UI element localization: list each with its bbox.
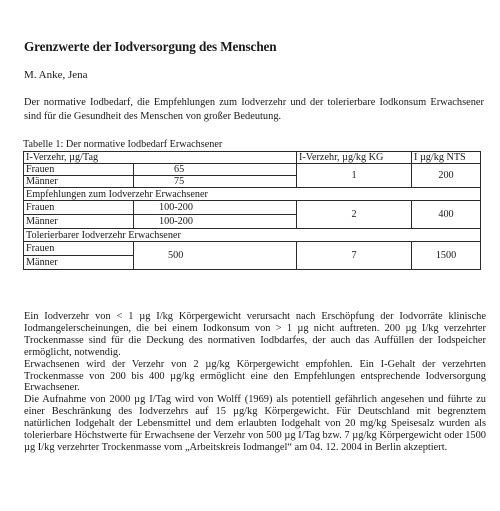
nts-value-cell: 1500 <box>412 242 481 270</box>
section-heading-row <box>24 229 481 242</box>
kg-value-cell: 7 <box>297 242 412 270</box>
row-label-women: Frauen <box>24 164 134 176</box>
paragraph-deficiency: Ein Iodverzehr von < 1 µg I/kg Körpergewicht verursacht nach Erschöpfung der Iodvorräte klinische Iodmangelerscheinungen, die bei einem Iodkonsum von > 1 µg nicht auftreten. 200 µg I/kg verzehrter Trockenmasse sind für die Deckung des normativen Iodbdarfes, der auch das Auffüllen der Iodspeicher ermöglicht, notwendig. <box>24 311 486 358</box>
table-header-row <box>24 152 481 164</box>
row-label-men: Männer <box>24 215 134 229</box>
header-cell-intake-day: I-Verzehr, µg/Tag <box>24 152 297 164</box>
row-label-men: Männer <box>24 256 134 270</box>
paragraph-tolerable-limit: Die Aufnahme von 2000 µg I/Tag wird von Wolff (1969) als potentiell gefährlich angesehen und führte zu einer Beschränkung des Iodverzehrs auf 15 µg/kg Körpergewicht. Für Deutschland mit begrenztem natürlichen Iodgehalt der Lebensmittel und dem erlaubten Iodgehalt von 20 mg/kg Speisesalz wurden als tolerierbare Höchstwerte für Erwachsene der Verzehr von 500 µg I/Tag bzw. 7 µg/kg Körpergewicht oder 1500 µg I/kg verzehrter Trockenmasse vom „Arbeitskreis Iodmangel“ am 04. 12. 2004 in Berlin akzeptiert. <box>24 394 486 453</box>
kg-value-cell: 2 <box>297 201 412 229</box>
nts-value-cell: 400 <box>412 201 481 229</box>
row-value: 75 <box>134 176 297 188</box>
row-label-men: Männer <box>24 176 134 188</box>
table-row <box>24 242 481 256</box>
author-line: M. Anke, Jena <box>24 69 88 81</box>
row-value: 100-200 <box>134 215 297 229</box>
row-value-merged: 500 <box>134 242 297 270</box>
row-value: 100-200 <box>134 201 297 215</box>
body-text <box>24 311 486 454</box>
nts-value-cell: 200 <box>412 164 481 188</box>
paragraph-recommendation: Erwachsenen wird der Verzehr von 2 µg/kg Körpergewicht empfohlen. Ein I-Gehalt der verzehrten Trockenmasse von 200 bis 400 µg/kg ermöglicht eine den Empfehlungen entsprechende Iodversorgung Erwachsener. <box>24 358 486 394</box>
table-row <box>24 164 481 176</box>
row-value: 65 <box>134 164 297 176</box>
row-label-women: Frauen <box>24 242 134 256</box>
iodine-requirement-table <box>23 151 481 270</box>
table-row <box>24 201 481 215</box>
header-cell-nts: I µg/kg NTS <box>412 152 481 164</box>
header-cell-intake-kg: I-Verzehr, µg/kg KG <box>297 152 412 164</box>
section-heading: Tolerierbarer Iodverzehr Erwachsener <box>24 229 481 242</box>
section-heading-row <box>24 188 481 201</box>
kg-value-cell: 1 <box>297 164 412 188</box>
document-title: Grenzwerte der Iodversorgung des Menschen <box>24 39 277 54</box>
row-label-women: Frauen <box>24 201 134 215</box>
intro-paragraph: Der normative Iodbedarf, die Empfehlungen zum Iodverzehr und der tolerierbare Iodkonsum Erwachsener sind für die Gesundheit des Menschen von großer Bedeutung. <box>24 97 484 122</box>
table-caption: Tabelle 1: Der normative Iodbedarf Erwachsener <box>23 139 223 150</box>
section-heading: Empfehlungen zum Iodverzehr Erwachsener <box>24 188 481 201</box>
